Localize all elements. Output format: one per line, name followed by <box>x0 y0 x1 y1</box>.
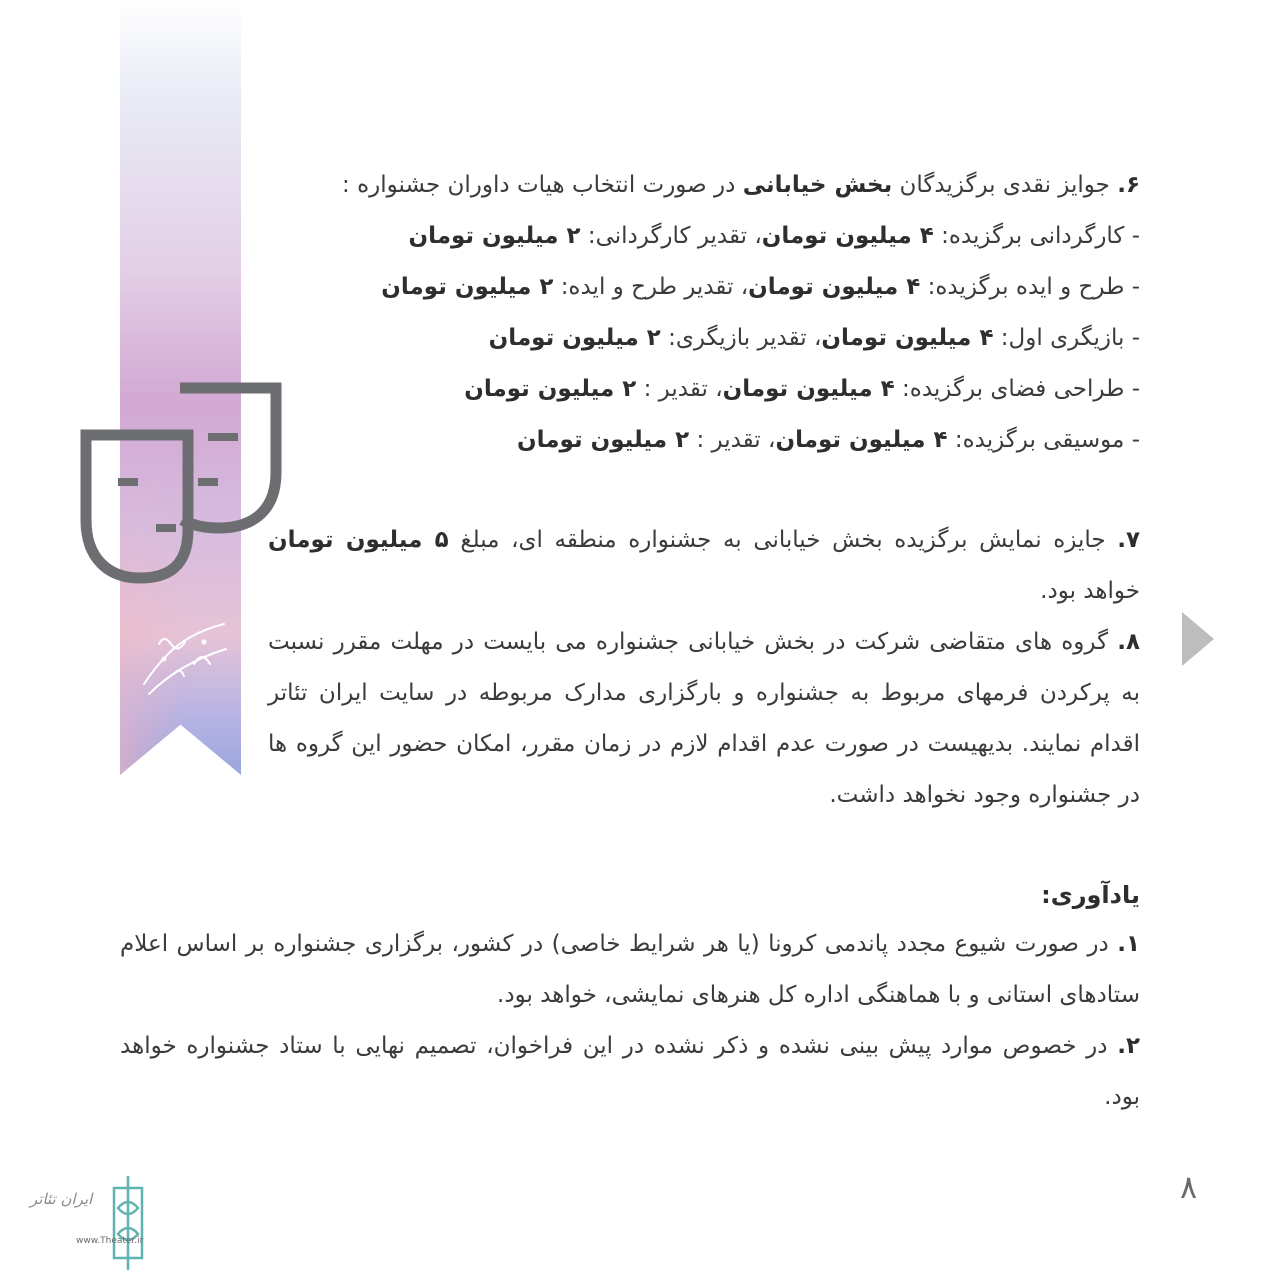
reminder-item: ۲. در خصوص موارد پیش بینی نشده و ذکر نشده در این فراخوان، تصمیم نهایی با ستاد جشنواره خواهد بود. <box>120 1033 1141 1110</box>
reminder-item: ۱. در صورت شیوع مجدد پاندمی کرونا (یا هر شرایط خاصی) در کشور، برگزاری جشنواره بر اساس اعلام ستادهای استانی و با هماهنگی اداره کل هنرهای نمایشی، خواهد بود. <box>120 931 1140 1008</box>
section-8: ۸. گروه های متقاضی شرکت در بخش خیابانی جشنواره می بایست در مهلت مقرر نسبت به پرکردن فرمهای مربوط به جشنواره و بارگزاری مدارک مربوطه در سایت ایران تئاتر اقدام نمایند. بدیهیست در صورت عدم اقدام لازم در زمان مقرر، امکان حضور این گروه ها در جشنواره وجود نخواهد داشت. <box>268 629 1140 808</box>
reminder-title: یادآوری: <box>1041 881 1140 909</box>
section-7-8 <box>268 515 1140 821</box>
reminder-section <box>120 875 1140 1123</box>
theater-masks-icon <box>78 380 284 585</box>
section-6-intro: ۶. جوایز نقدی برگزیدگان بخش خیابانی در صورت انتخاب هیات داوران جشنواره : <box>342 172 1140 198</box>
prize-line: - طرح و ایده برگزیده: ۴ میلیون تومان، تقدیر طرح و ایده: ۲ میلیون تومان <box>381 274 1140 300</box>
iran-theater-logo <box>18 1168 158 1278</box>
item-number: ۷. <box>1117 527 1141 553</box>
logo-url: www.Theater.ir <box>76 1236 144 1246</box>
item-number: ۱. <box>1117 931 1140 957</box>
section-7: ۷. جایزه نمایش برگزیده بخش خیابانی به جشنواره منطقه ای، مبلغ ۵ میلیون تومان خواهد بود. <box>268 527 1141 604</box>
festival-calligraphy-logo <box>134 614 234 704</box>
next-page-arrow-icon[interactable] <box>1182 612 1214 666</box>
prize-line: - بازیگری اول: ۴ میلیون تومان، تقدیر بازیگری: ۲ میلیون تومان <box>488 325 1140 351</box>
logo-name: ایران تئاتر <box>30 1190 93 1208</box>
section-6 <box>342 160 1140 466</box>
prize-line: - طراحی فضای برگزیده: ۴ میلیون تومان، تقدیر : ۲ میلیون تومان <box>464 376 1140 402</box>
item-number: ۸. <box>1117 629 1140 655</box>
prize-line: - کارگردانی برگزیده: ۴ میلیون تومان، تقدیر کارگردانی: ۲ میلیون تومان <box>408 223 1140 249</box>
page-number: ۸ <box>1180 1168 1198 1206</box>
item-number: ۲. <box>1117 1033 1141 1059</box>
item-number: ۶. <box>1117 172 1140 198</box>
prize-line: - موسیقی برگزیده: ۴ میلیون تومان، تقدیر : ۲ میلیون تومان <box>517 427 1140 453</box>
